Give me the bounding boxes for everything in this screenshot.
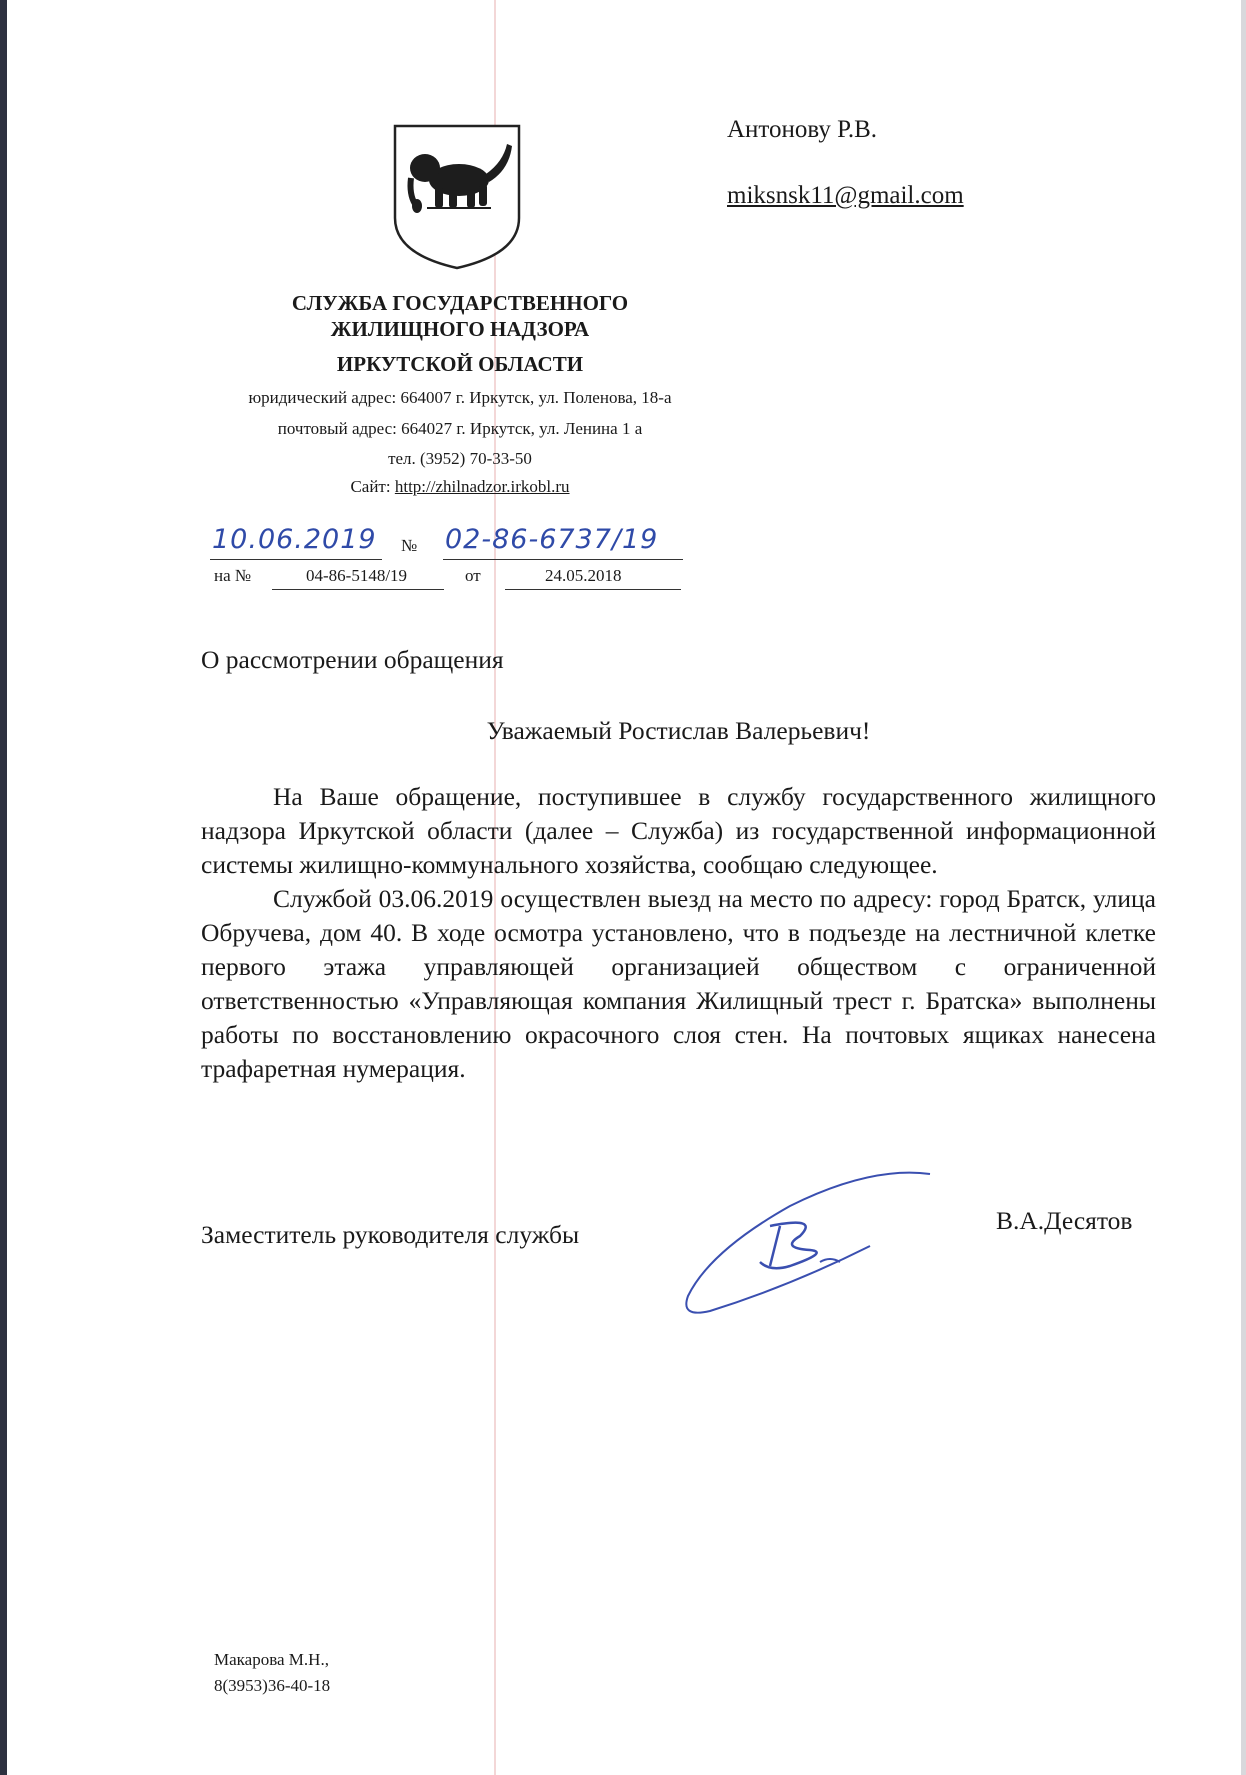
registration-date: 10.06.2019 <box>212 524 377 555</box>
org-name-line1: СЛУЖБА ГОСУДАРСТВЕННОГО <box>291 291 629 315</box>
body-paragraph-2: Службой 03.06.2019 осуществлен выезд на место по адресу: город Братск, улица Обручева, дом 40. В ходе осмотра установлено, что в подъезде на лестничной клетке первого этажа управляющей организацией обществом с ограниченной ответственностью «Управляющая компания Жилищный трест г. Братска» выполнены работы по восстановлению окрасочного слоя стен. На почтовых ящиках нанесена трафаретная нумерация. <box>201 884 1156 1083</box>
postal-address: почтовый адрес: 664027 г. Иркутск, ул. Ленина 1 а <box>277 419 643 438</box>
reply-date-underline <box>505 589 681 590</box>
org-name-line2: ЖИЛИЩНОГО НАДЗОРА <box>330 317 590 341</box>
number-underline <box>443 559 683 560</box>
executor-phone: 8(3953)36-40-18 <box>214 1676 331 1695</box>
letter-body <box>201 780 1156 1086</box>
registration-number: 02-86-6737/19 <box>445 524 659 555</box>
date-underline <box>210 559 382 560</box>
scan-edge-right <box>1241 0 1246 1775</box>
website-line <box>160 477 760 497</box>
handwritten-signature <box>670 1166 950 1326</box>
phone-number: тел. (3952) 70-33-50 <box>388 449 532 468</box>
reply-date: 24.05.2018 <box>545 566 622 585</box>
addressee-email[interactable]: miksnsk11@gmail.com <box>727 182 964 209</box>
reply-number: 04-86-5148/19 <box>306 566 408 585</box>
coat-of-arms-icon <box>391 122 523 272</box>
reply-label: на № <box>214 566 252 585</box>
addressee-name: Антонову Р.В. <box>727 116 878 143</box>
executor-name: Макарова М.Н., <box>214 1650 329 1669</box>
scan-edge-left <box>0 0 7 1775</box>
org-name-line3: ИРКУТСКОЙ ОБЛАСТИ <box>336 352 584 376</box>
salutation: Уважаемый Ростислав Валерьевич! <box>486 716 871 745</box>
body-paragraph-1: На Ваше обращение, поступившее в службу государственного жилищного надзора Иркутской области (далее – Служба) из государственной информационной системы жилищно-коммунального хозяйства, сообщаю следующее. <box>201 782 1156 879</box>
reply-number-underline <box>272 589 444 590</box>
website-label: Сайт: <box>350 477 391 496</box>
number-sign: № <box>401 536 418 555</box>
signer-position: Заместитель руководителя службы <box>201 1220 580 1249</box>
legal-address: юридический адрес: 664007 г. Иркутск, ул. Поленова, 18-а <box>248 388 672 407</box>
letter-subject: О рассмотрении обращения <box>201 645 504 674</box>
signer-name: В.А.Десятов <box>996 1206 1133 1235</box>
from-label: от <box>465 566 481 585</box>
website-link[interactable]: http://zhilnadzor.irkobl.ru <box>394 477 570 496</box>
